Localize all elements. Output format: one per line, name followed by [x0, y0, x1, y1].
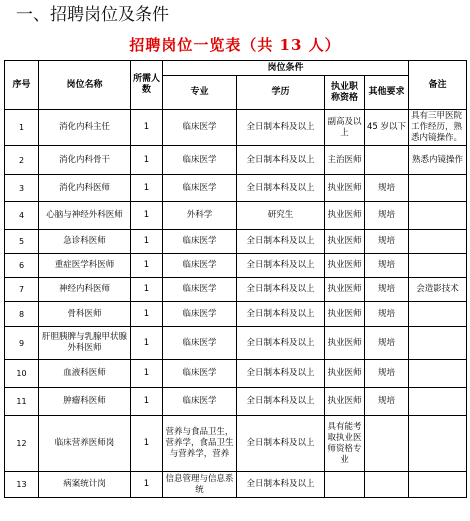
cell-post: 肝胆胰脾与乳腺甲状腺外科医师: [39, 327, 131, 360]
table-row: [5, 327, 467, 360]
cell-qualification: 执业医师: [325, 278, 365, 302]
cell-post: 血液科医师: [39, 360, 131, 388]
table-row: [5, 472, 467, 498]
cell-major: 信息管理与信息系统: [163, 472, 237, 498]
cell-qualification: 副高及以上: [325, 110, 365, 146]
cell-major: 外科学: [163, 202, 237, 230]
cell-remarks: [409, 388, 467, 416]
cell-remarks: [409, 416, 467, 472]
cell-major: 临床医学: [163, 388, 237, 416]
cell-post: 骨科医师: [39, 302, 131, 327]
cell-qualification: 执业医师: [325, 388, 365, 416]
cell-qualification: [325, 472, 365, 498]
cell-qualification: 具有能考取执业医师资格专业: [325, 416, 365, 472]
cell-qualification: 执业医师: [325, 327, 365, 360]
cell-education: 全日制本科及以上: [237, 416, 325, 472]
header-seq: 序号: [5, 61, 39, 110]
table-row: [5, 254, 467, 278]
section-heading: 一、招聘岗位及条件: [16, 5, 169, 25]
cell-education: 全日制本科及以上: [237, 360, 325, 388]
cell-seq: 1: [5, 110, 39, 146]
cell-qualification: 执业医师: [325, 202, 365, 230]
cell-other: 规培: [365, 278, 409, 302]
cell-other: 规培: [365, 327, 409, 360]
cell-count: 1: [131, 175, 163, 202]
cell-seq: 13: [5, 472, 39, 498]
cell-other: [365, 146, 409, 175]
cell-other: [365, 416, 409, 472]
header-qualification: 执业职称资格: [325, 76, 365, 110]
cell-count: 1: [131, 360, 163, 388]
cell-remarks: [409, 472, 467, 498]
cell-education: 全日制本科及以上: [237, 472, 325, 498]
cell-seq: 7: [5, 278, 39, 302]
cell-qualification: 执业医师: [325, 254, 365, 278]
cell-education: 全日制本科及以上: [237, 388, 325, 416]
cell-remarks: 熟悉内镜操作: [409, 146, 467, 175]
cell-qualification: 执业医师: [325, 360, 365, 388]
cell-education: 全日制本科及以上: [237, 110, 325, 146]
cell-education: 研究生: [237, 202, 325, 230]
cell-remarks: [409, 202, 467, 230]
cell-remarks: 具有三甲医院工作经历，熟悉内镜操作。: [409, 110, 467, 146]
cell-education: 全日制本科及以上: [237, 278, 325, 302]
cell-major: 营养与食品卫生，营养学，食品卫生与营养学，营养: [163, 416, 237, 472]
cell-post: 临床营养医师岗: [39, 416, 131, 472]
cell-seq: 9: [5, 327, 39, 360]
cell-count: 1: [131, 254, 163, 278]
cell-count: 1: [131, 230, 163, 254]
table-row: [5, 278, 467, 302]
cell-other: 规培: [365, 254, 409, 278]
cell-education: 全日制本科及以上: [237, 230, 325, 254]
cell-other: [365, 472, 409, 498]
cell-seq: 12: [5, 416, 39, 472]
header-count: 所需人数: [131, 61, 163, 110]
cell-qualification: 执业医师: [325, 175, 365, 202]
cell-post: 心脑与神经外科医师: [39, 202, 131, 230]
cell-count: 1: [131, 146, 163, 175]
cell-qualification: 主治医师: [325, 146, 365, 175]
cell-post: 消化内科主任: [39, 110, 131, 146]
cell-count: 1: [131, 472, 163, 498]
cell-count: 1: [131, 110, 163, 146]
cell-remarks: 会造影技术: [409, 278, 467, 302]
cell-remarks: [409, 230, 467, 254]
table-row: [5, 175, 467, 202]
cell-seq: 2: [5, 146, 39, 175]
cell-other: 规培: [365, 175, 409, 202]
cell-major: 临床医学: [163, 146, 237, 175]
cell-education: 全日制本科及以上: [237, 302, 325, 327]
cell-remarks: [409, 327, 467, 360]
header-education: 学历: [237, 76, 325, 110]
cell-seq: 4: [5, 202, 39, 230]
cell-count: 1: [131, 302, 163, 327]
table-title: 招聘岗位一览表（共 13 人）: [129, 36, 341, 54]
cell-remarks: [409, 302, 467, 327]
cell-education: 全日制本科及以上: [237, 254, 325, 278]
header-other: 其他要求: [365, 76, 409, 110]
cell-education: 全日制本科及以上: [237, 175, 325, 202]
table-row: [5, 416, 467, 472]
cell-other: 规培: [365, 360, 409, 388]
cell-major: 临床医学: [163, 302, 237, 327]
cell-major: 临床医学: [163, 327, 237, 360]
cell-major: 临床医学: [163, 230, 237, 254]
cell-post: 病案统计岗: [39, 472, 131, 498]
cell-count: 1: [131, 327, 163, 360]
cell-other: 规培: [365, 388, 409, 416]
cell-qualification: 执业医师: [325, 230, 365, 254]
cell-post: 神经内科医师: [39, 278, 131, 302]
cell-count: 1: [131, 202, 163, 230]
header-post: 岗位名称: [39, 61, 131, 110]
cell-remarks: [409, 175, 467, 202]
table-row: [5, 202, 467, 230]
cell-seq: 5: [5, 230, 39, 254]
cell-major: 临床医学: [163, 175, 237, 202]
table-row: [5, 146, 467, 175]
cell-qualification: 执业医师: [325, 302, 365, 327]
cell-post: 急诊科医师: [39, 230, 131, 254]
cell-remarks: [409, 360, 467, 388]
header-conditions: 岗位条件: [163, 61, 409, 76]
cell-seq: 8: [5, 302, 39, 327]
cell-seq: 6: [5, 254, 39, 278]
cell-count: 1: [131, 278, 163, 302]
cell-major: 临床医学: [163, 110, 237, 146]
cell-seq: 10: [5, 360, 39, 388]
cell-major: 临床医学: [163, 254, 237, 278]
cell-other: 45 岁以下: [365, 110, 409, 146]
cell-count: 1: [131, 416, 163, 472]
cell-seq: 3: [5, 175, 39, 202]
cell-major: 临床医学: [163, 360, 237, 388]
cell-post: 消化内科骨干: [39, 146, 131, 175]
cell-post: 重症医学科医师: [39, 254, 131, 278]
table-row: [5, 360, 467, 388]
cell-other: 规培: [365, 202, 409, 230]
header-remarks: 备注: [409, 61, 467, 110]
cell-major: 临床医学: [163, 278, 237, 302]
table-row: [5, 110, 467, 146]
cell-post: 肿瘤科医师: [39, 388, 131, 416]
cell-post: 消化内科医师: [39, 175, 131, 202]
recruitment-table: [4, 60, 467, 498]
cell-count: 1: [131, 388, 163, 416]
table-row: [5, 302, 467, 327]
cell-remarks: [409, 254, 467, 278]
table-row: [5, 230, 467, 254]
table-row: [5, 388, 467, 416]
cell-other: 规培: [365, 230, 409, 254]
cell-education: 全日制本科及以上: [237, 327, 325, 360]
header-major: 专业: [163, 76, 237, 110]
cell-other: 规培: [365, 302, 409, 327]
cell-seq: 11: [5, 388, 39, 416]
cell-education: 全日制本科及以上: [237, 146, 325, 175]
